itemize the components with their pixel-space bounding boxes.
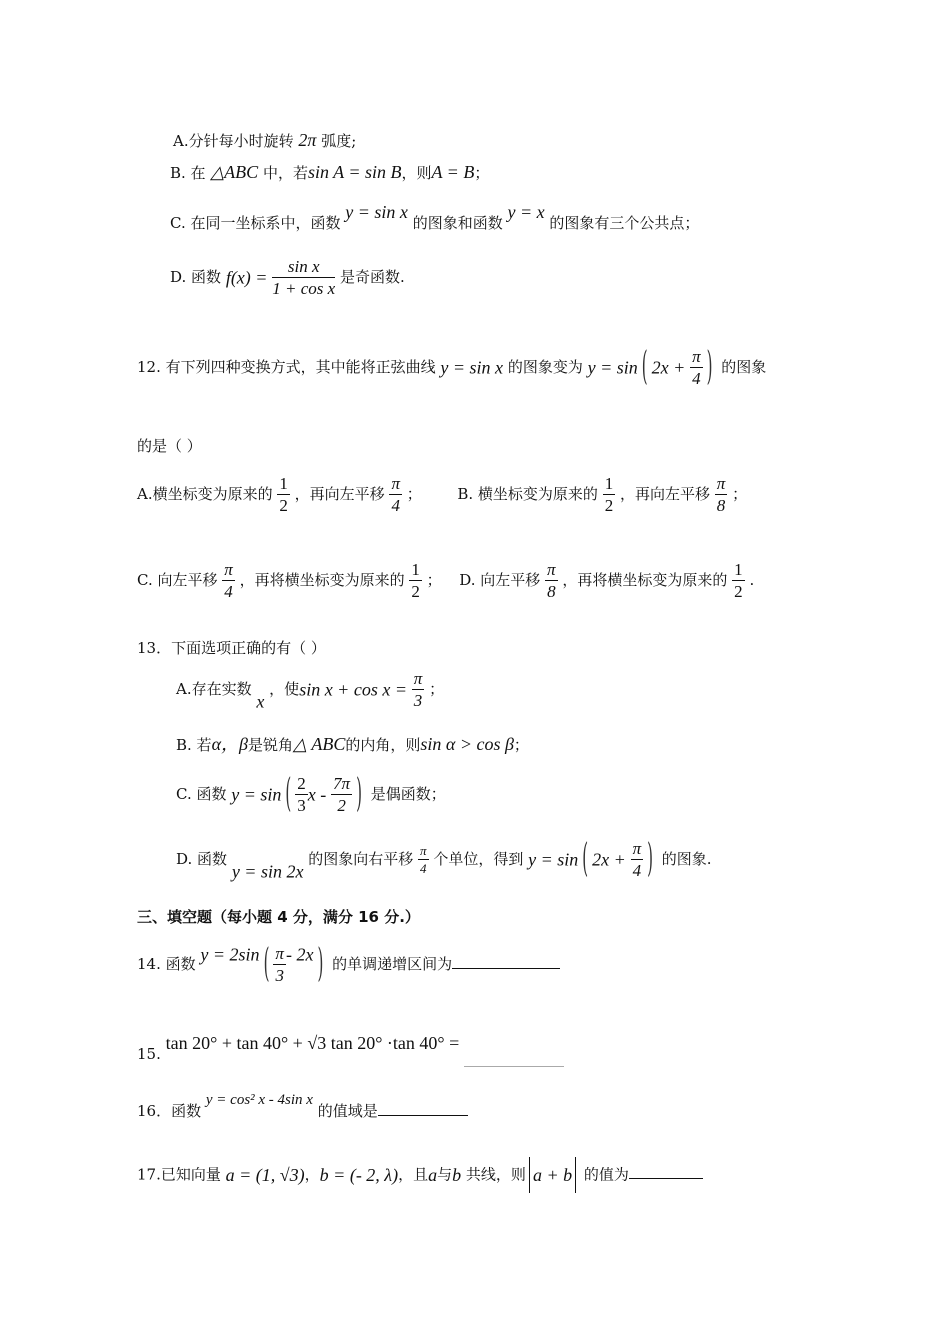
- q13-d-num2: π: [632, 839, 642, 858]
- abs-bar-left: [529, 1157, 530, 1193]
- q12-a-shift-den: 4: [391, 496, 400, 515]
- left-paren: (: [285, 769, 292, 817]
- q13-b-math2: △ ABC: [293, 734, 346, 754]
- q12-d-num: 1: [734, 560, 743, 579]
- q12-d-shift-den: 8: [547, 582, 556, 601]
- q12-fraction: [690, 348, 703, 387]
- q11-b-text2: 中，若: [262, 164, 308, 182]
- q13-c-math2: x -: [307, 784, 327, 805]
- q12-stem-line2: 的是（ ）: [137, 437, 202, 455]
- q11-c-text2: 的图象和函数: [412, 214, 503, 232]
- q12-math3: 2x +: [651, 357, 686, 378]
- q12-d-text2: ，再将横坐标变为原来的: [562, 571, 728, 589]
- q12-options-ab: [137, 475, 747, 514]
- q12-stem-line1: [137, 342, 767, 390]
- q12-c-text3: ；: [426, 571, 442, 589]
- section-heading: 三、填空题（每小题 4 分，满分 16 分.）: [137, 908, 420, 926]
- q17-math4: b: [452, 1165, 462, 1185]
- q12-text2: 的图象变为: [507, 358, 583, 376]
- q14-math2: - 2x: [285, 944, 314, 965]
- q13-c-text1: C. 函数: [176, 785, 227, 803]
- q12-b-text1: B. 横坐标变为原来的: [457, 485, 598, 503]
- q11-a-math: 2π: [298, 130, 317, 150]
- q17-math3: a: [428, 1165, 438, 1185]
- q12-c-shift-num: π: [224, 560, 233, 579]
- q13-d-text2: 的图象向右平移: [308, 850, 414, 868]
- q11-b-math1: △ABC: [210, 162, 259, 182]
- q12-c-shift: [222, 561, 235, 600]
- q13-c-num2: 7π: [333, 774, 351, 793]
- q13-a-text1: A.存在实数: [176, 680, 252, 698]
- q13-b-text4: ；: [513, 736, 529, 754]
- q13-d-math2: y = sin: [528, 849, 579, 870]
- q12-c-shift-den: 4: [224, 582, 233, 601]
- q13-d-math1: y = sin 2x: [231, 861, 304, 882]
- q12-options-cd: [137, 561, 754, 600]
- q13-d-text1: D. 函数: [176, 850, 228, 868]
- q12-b-num: 1: [604, 474, 614, 493]
- q11-b-text3: ，则: [401, 164, 432, 182]
- q12-b-frac: [603, 475, 616, 514]
- q13-a-frac: [412, 670, 425, 709]
- q17-math5: a + b: [532, 1165, 573, 1185]
- q16-answer-blank[interactable]: [378, 1114, 468, 1116]
- q14: [137, 939, 560, 987]
- q17-text2: ，: [304, 1165, 320, 1184]
- q12-math2: y = sin: [587, 357, 638, 378]
- q11-b-math3: A = B: [431, 162, 475, 182]
- q12-a-shift-num: π: [391, 474, 400, 493]
- q12-c-text1: C. 向左平移: [137, 571, 218, 589]
- q12-d-shift: [545, 561, 558, 600]
- q11-d-text1: D. 函数: [170, 268, 222, 286]
- q15-math1: tan 20° + tan 40° + √3 tan 20° ·tan 40° =: [165, 1033, 460, 1053]
- q13-a-num: π: [413, 669, 423, 688]
- q14-math1: y = 2sin: [200, 944, 260, 965]
- q17-answer-blank[interactable]: [629, 1177, 703, 1179]
- q14-den: 3: [275, 966, 284, 985]
- q11-b-text4: ；: [474, 164, 490, 182]
- q13-c-num1: 2: [297, 774, 306, 793]
- q13-d-num1: π: [420, 843, 427, 858]
- q13-a-text3: ；: [429, 680, 445, 698]
- q13-c-den2: 2: [337, 796, 346, 815]
- q15-answer-blank[interactable]: [464, 1065, 564, 1067]
- q13-a-text2: ，使: [269, 680, 300, 698]
- q13-d-math3: 2x +: [592, 849, 626, 870]
- q17-text3: ，且: [398, 1165, 429, 1184]
- q17: [137, 1157, 703, 1193]
- q13-option-a: [176, 670, 444, 711]
- q12-d-text3: .: [749, 571, 755, 589]
- q13-a-den: 3: [413, 691, 423, 710]
- q12-a-text1: A.横坐标变为原来的: [137, 485, 273, 503]
- q17-math1: a = (1, √3): [225, 1165, 305, 1185]
- q11-c-math1: y = sin x: [345, 202, 408, 222]
- q17-text4: 与: [437, 1165, 453, 1184]
- q16-math1: y = cos² x - 4sin x: [205, 1092, 313, 1108]
- q16-text1: 16．函数: [137, 1102, 202, 1120]
- right-paren: ): [706, 342, 713, 390]
- q12-frac-den: 4: [692, 369, 701, 388]
- q11-a-text2: 弧度;: [321, 132, 357, 150]
- q15: [137, 1033, 564, 1063]
- q13-b-math1: α，β: [211, 734, 248, 754]
- left-paren: (: [263, 939, 270, 987]
- q13-d-text3: 个单位，得到: [433, 850, 524, 868]
- q13-c-frac1: [295, 775, 308, 814]
- q12-a-text2: ，再向左平移: [294, 485, 385, 503]
- q17-math2: b = (- 2, λ): [319, 1165, 399, 1185]
- q11-b-text1: B. 在: [170, 164, 206, 182]
- q11-b-math2: sin A = sin B: [307, 162, 402, 182]
- q12-c-text2: ，再将横坐标变为原来的: [239, 571, 405, 589]
- q12-a-shift: [389, 475, 402, 514]
- q11-option-a: [173, 131, 356, 149]
- q12-c-den: 2: [411, 582, 420, 601]
- q12-a-text3: ；: [406, 485, 422, 503]
- left-paren: (: [641, 342, 648, 390]
- q15-text1: 15.: [137, 1045, 161, 1063]
- q12-text3: 的图象: [721, 358, 767, 376]
- q13-option-c: [176, 769, 446, 817]
- q12-d-frac: [732, 561, 745, 600]
- q13-stem: 13．下面选项正确的有（ ）: [137, 639, 326, 657]
- q12-b-shift: [715, 475, 728, 514]
- q14-frac: [273, 945, 286, 984]
- q13-d-frac2: [631, 840, 644, 879]
- q11-a-text: A.分针每小时旋转: [173, 132, 294, 150]
- q13-b-text1: B. 若: [176, 736, 212, 754]
- q12-a-den: 2: [279, 496, 288, 515]
- q11-d-fraction: [272, 258, 335, 297]
- q14-answer-blank[interactable]: [452, 967, 560, 969]
- q12-frac-num: π: [692, 347, 701, 366]
- q13-a-math2: sin x + cos x =: [299, 679, 407, 700]
- q12-math1: y = sin x: [440, 357, 504, 378]
- q12-d-den: 2: [734, 582, 743, 601]
- q13-c-den1: 3: [297, 796, 306, 815]
- q11-c-math2: y = x: [507, 202, 545, 222]
- q12-d-text1: D. 向左平移: [459, 571, 541, 589]
- q13-d-text4: 的图象.: [661, 850, 712, 868]
- q14-num: π: [275, 944, 284, 963]
- q14-text1: 14. 函数: [137, 955, 196, 973]
- q13-b-math3: sin α > cos β: [420, 734, 514, 754]
- q11-option-c: [170, 202, 700, 232]
- q11-d-numerator: sin x: [272, 258, 335, 278]
- q11-option-b: [170, 163, 489, 181]
- q11-c-text1: C. 在同一坐标系中，函数: [170, 214, 341, 232]
- q13-option-b: [176, 735, 529, 753]
- right-paren: ): [356, 769, 362, 817]
- q12-c-frac: [409, 561, 422, 600]
- right-paren: ): [647, 834, 653, 882]
- q12-b-den: 2: [604, 496, 614, 515]
- q11-d-text2: 是奇函数.: [339, 268, 405, 286]
- q16: [137, 1092, 468, 1120]
- q12-text1: 12. 有下列四种变换方式，其中能将正弦曲线: [137, 358, 436, 376]
- q12-d-shift-num: π: [547, 560, 556, 579]
- q12-a-num: 1: [279, 474, 288, 493]
- q11-d-math1: f(x) =: [225, 267, 268, 288]
- q17-text5: 共线，则: [465, 1165, 526, 1184]
- abs-bar-right: [575, 1157, 576, 1193]
- q13-b-text2: 是锐角: [247, 736, 293, 754]
- q11-option-d: [170, 258, 405, 297]
- q17-text6: 的值为: [583, 1165, 629, 1184]
- left-paren: (: [582, 834, 589, 882]
- q12-c-num: 1: [411, 560, 420, 579]
- q11-d-denominator: 1 + cos x: [272, 279, 336, 298]
- q17-text1: 17.已知向量: [137, 1165, 221, 1184]
- q13-option-d: [176, 834, 712, 882]
- q13-a-math1: x: [256, 691, 265, 712]
- q13-c-math1: y = sin: [231, 784, 282, 805]
- q16-text2: 的值域是: [317, 1102, 378, 1120]
- q11-c-text3: 的图象有三个公共点；: [549, 214, 700, 232]
- q14-text2: 的单调递增区间为: [332, 955, 453, 973]
- q12-b-shift-den: 8: [716, 496, 726, 515]
- q12-b-text2: ，再向左平移: [619, 485, 710, 503]
- q12-b-shift-num: π: [716, 474, 726, 493]
- q13-d-frac1: [418, 844, 429, 875]
- q13-d-den2: 4: [632, 861, 642, 880]
- q12-b-text3: ；: [732, 485, 748, 503]
- q13-c-text2: 是偶函数；: [370, 785, 446, 803]
- right-paren: ): [317, 939, 324, 987]
- q13-d-den1: 4: [420, 861, 427, 876]
- q12-a-frac: [277, 475, 290, 514]
- q13-b-text3: 的内角，则: [345, 736, 421, 754]
- q13-c-frac2: [331, 775, 352, 814]
